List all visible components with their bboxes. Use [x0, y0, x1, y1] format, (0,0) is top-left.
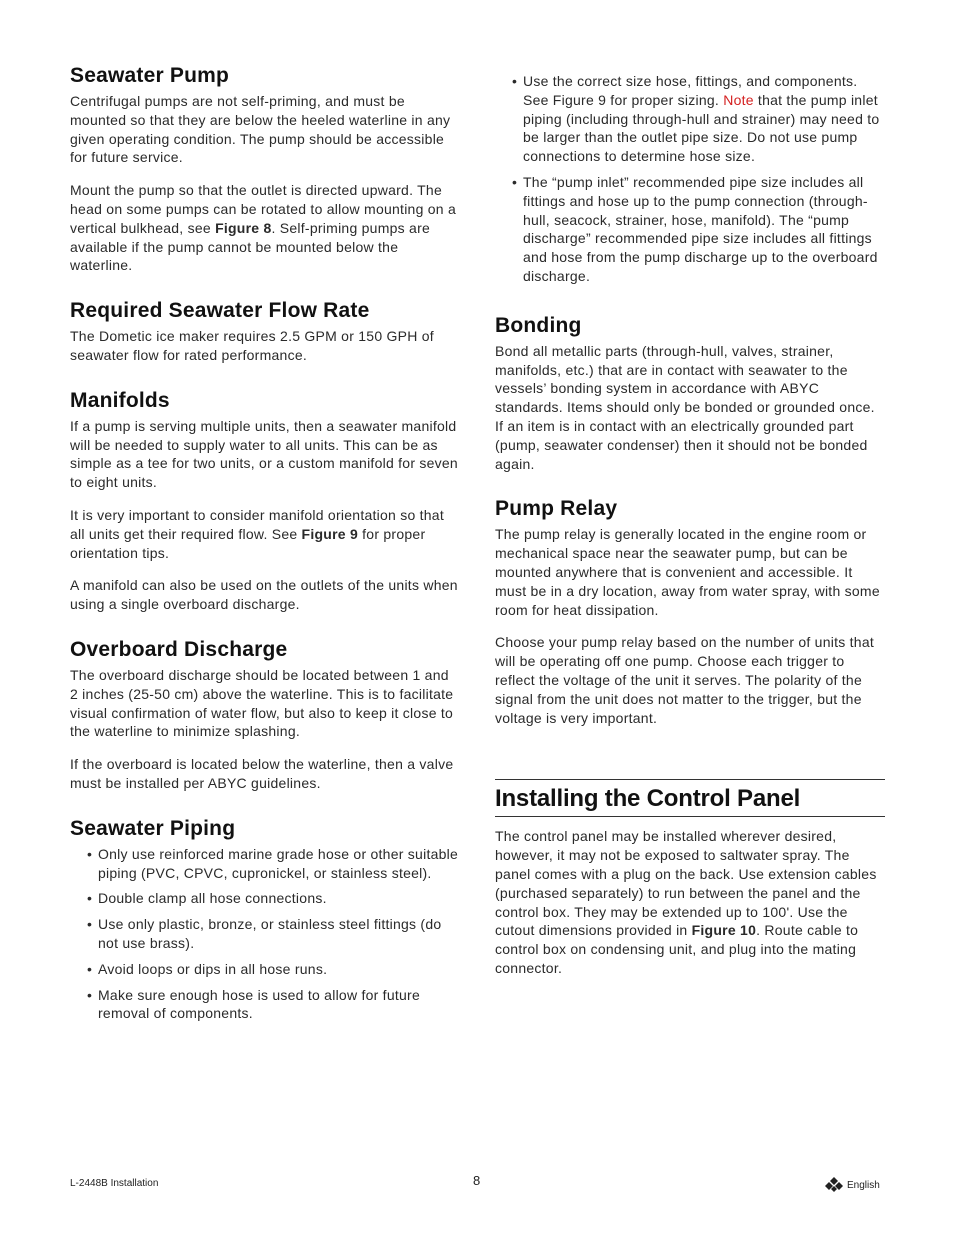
section-piping-continued [495, 72, 885, 286]
heading-flow-rate: Required Seawater Flow Rate [70, 299, 370, 323]
section-bonding [495, 312, 885, 474]
footer-doc-id: L-2448B Installation [70, 1178, 159, 1189]
page-number: 8 [473, 1173, 481, 1188]
manifolds-paragraph-1: If a pump is serving multiple units, then a seawater manifold will be needed to supply water to all units. This can be as simple as a tee for two units, or a custom manifold for seven to eight units. [70, 417, 458, 491]
heading-control-panel: Installing the Control Panel [495, 785, 801, 813]
heading-overboard: Overboard Discharge [70, 637, 288, 661]
manifolds-paragraph-3: A manifold can also be used on the outlets of the units when using a single overboard discharge. [70, 577, 458, 613]
left-column [70, 62, 460, 1045]
list-item: • The “pump inlet” recommended pipe size includes all fittings and hose up to the pump connection (through-hull, seacock, strainer, hose, manifold). The “pump discharge” recommended pipe size includes all fittings and hose from the pump discharge up to the overboard discharge. [512, 173, 878, 284]
figure-10-reference: Figure 10 [691, 922, 757, 939]
section-flow-rate [70, 297, 460, 365]
piping-bullet-list-continued [495, 72, 885, 286]
heading-pump-relay: Pump Relay [495, 497, 618, 521]
list-item: • Double clamp all hose connections. [87, 890, 327, 907]
section-manifolds [70, 387, 460, 614]
pump-relay-paragraph-1: The pump relay is generally located in the engine room or mechanical space near the seawater pump, but can be mounted anywhere that is convenient and accessible. It must be in a dry location, away from water spray, with some room for heat dissipation. [495, 526, 880, 618]
list-item: • Only use reinforced marine grade hose or other suitable piping (PVC, CPVC, cupronickel, or stainless steel). [87, 845, 459, 881]
section-seawater-pump [70, 62, 460, 275]
piping-bullet-list [70, 845, 460, 1023]
language-label: English [847, 1179, 880, 1191]
heading-piping: Seawater Piping [70, 816, 236, 840]
overboard-paragraph-1: The overboard discharge should be located between 1 and 2 inches (25-50 cm) above the waterline. This is to facilitate visual confirmation of water flow, but also to keep it close to the waterline to minimize splashing. [70, 666, 454, 740]
list-item: • Use the correct size hose, fittings, and components. See Figure 9 for proper sizing. Note that the pump inlet piping (including through-hull and strainer) may need to be larger than the outlet pipe size. Do not use pump connections to determine hose size. [512, 73, 880, 165]
control-panel-title-rule [495, 779, 885, 817]
diamond-cluster-icon [825, 1177, 843, 1193]
pump-relay-paragraph-2: Choose your pump relay based on the number of units that will be operating off one pump. Choose each trigger to reflect the voltage of the unit it serves. The polarity of the signal from the unit does not matter to the trigger, but the voltage is very important. [495, 634, 874, 726]
section-overboard [70, 636, 460, 793]
figure-8-reference: Figure 8 [215, 219, 272, 236]
overboard-paragraph-2: If the overboard is located below the waterline, then a valve must be installed per ABYC guidelines. [70, 756, 454, 791]
section-control-panel [495, 779, 885, 977]
note-label: Note [723, 91, 754, 108]
figure-9-reference: Figure 9 [301, 525, 359, 542]
right-column [495, 72, 885, 1000]
flow-rate-paragraph: The Dometic ice maker requires 2.5 GPM or 150 GPH of seawater flow for rated performance. [70, 328, 434, 363]
heading-bonding: Bonding [495, 313, 582, 337]
control-panel-paragraph: The control panel may be installed wherever desired, however, it may not be exposed to saltwater spray. The panel comes with a plug on the back. Use extension cables (purchased separately) to run between the panel and the control box. They may be extended up to 100'. Use the cutout dimensions provided in Figure 10. Route cable to control box on condensing unit, and plug into the mating connector. [495, 828, 877, 976]
seawater-pump-paragraph-1: Centrifugal pumps are not self-priming, and must be mounted so that they are below the heeled waterline in any given operating condition. The pump should be accessible for future service. [70, 93, 451, 166]
footer-language [825, 1177, 880, 1193]
heading-seawater-pump: Seawater Pump [70, 64, 229, 87]
list-item: • Avoid loops or dips in all hose runs. [87, 960, 328, 977]
seawater-pump-paragraph-2: Mount the pump so that the outlet is directed upward. The head on some pumps can be rotated to allow mounting on a vertical bulkhead, see Figure 8. Self-priming pumps are available if the pump cannot be mounted below the waterline. [70, 182, 457, 274]
list-item: • Make sure enough hose is used to allow for future removal of components. [87, 986, 420, 1022]
section-pump-relay [495, 495, 885, 727]
list-item: • Use only plastic, bronze, or stainless steel fittings (do not use brass). [87, 916, 442, 951]
section-piping [70, 815, 460, 1023]
heading-manifolds: Manifolds [70, 388, 170, 412]
manifolds-paragraph-2: It is very important to consider manifold orientation so that all units get their required flow. See Figure 9 for proper orientation tips. [70, 506, 444, 561]
bonding-paragraph: Bond all metallic parts (through-hull, valves, strainer, manifolds, etc.) that are in contact with seawater to the vessels’ bonding system in accordance with ABYC standards. Items should only be bonded or grounded once. If an item is in contact with an electrically grounded part (pump, seawater condenser) then it should not be bonded again. [495, 342, 875, 472]
